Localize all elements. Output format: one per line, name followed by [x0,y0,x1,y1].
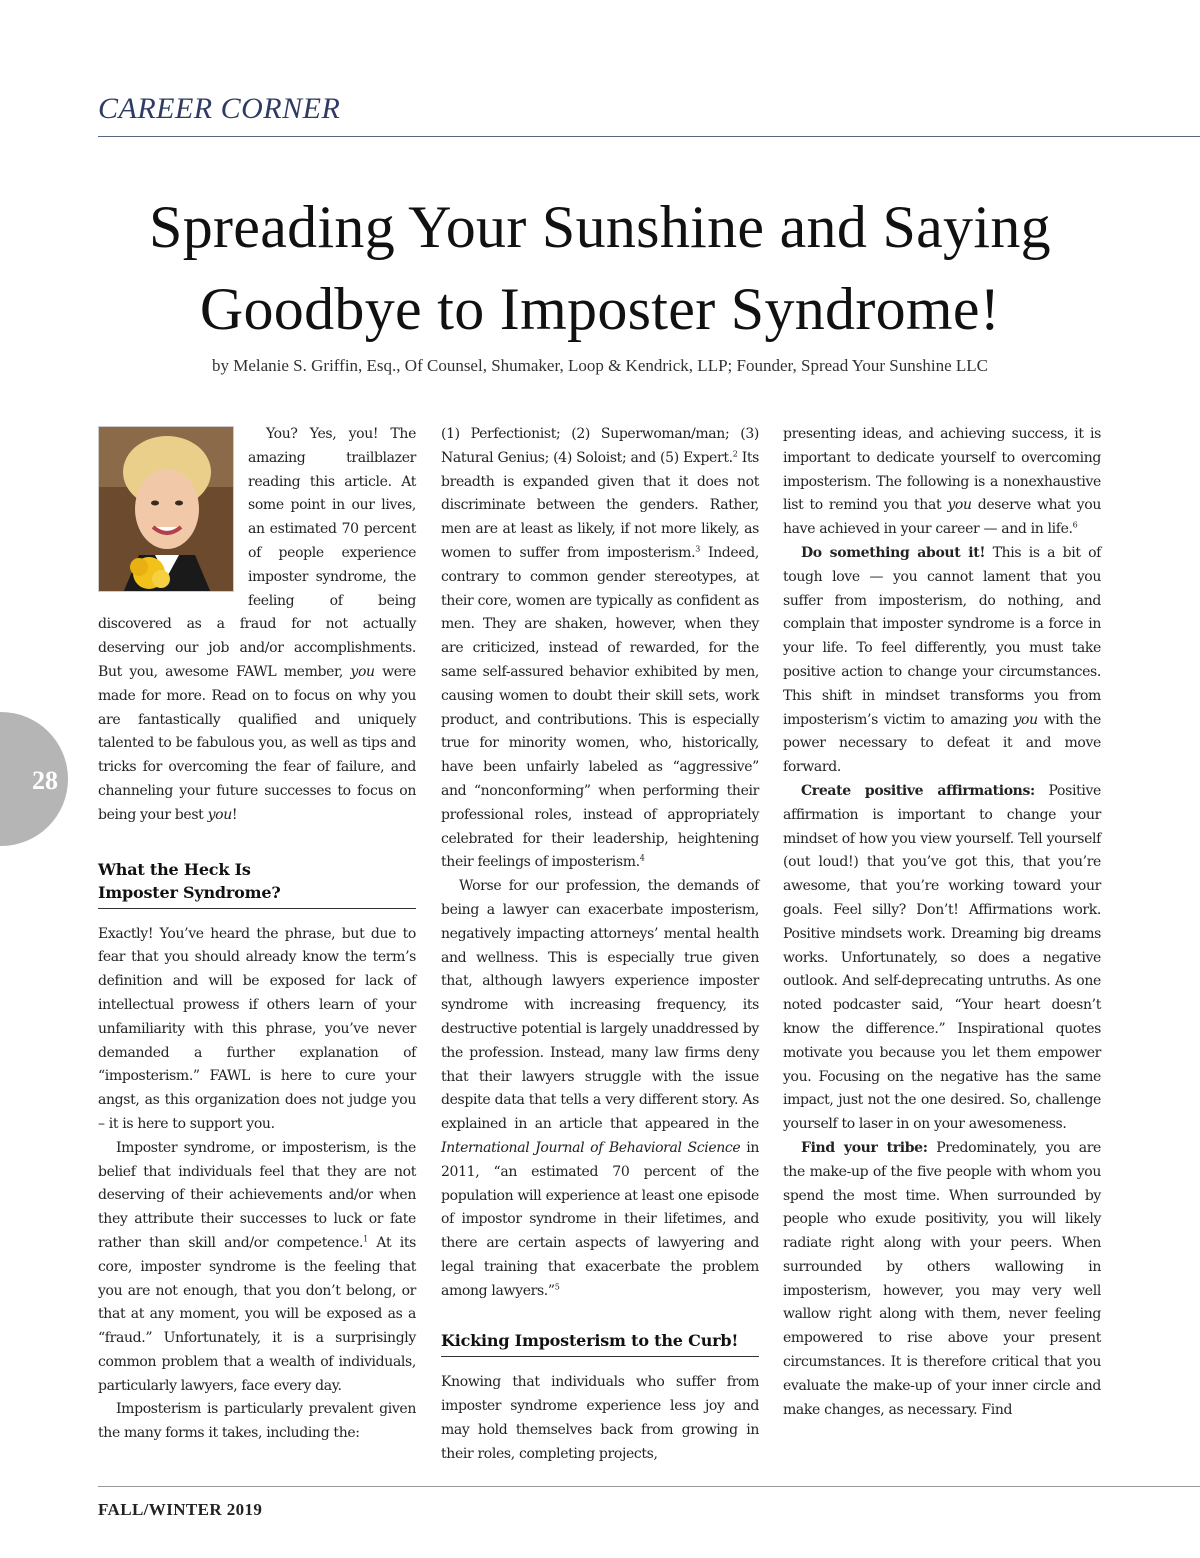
col3-p2-text-b: with the power necessary to defeat it and move forward. [783,711,1101,776]
intro-you-1: you [350,663,375,680]
col2-paragraph-3: Knowing that individuals who suffer from imposter syndrome experience less joy and may hold themselves back from growing in their roles, completing projects, [441,1374,759,1462]
col2-p2-text-b: in 2011, “an estimated 70 percent of the population will experience at least one episode of impostor syndrome in their lifetimes, and there are certain aspects of lawyering and legal training that exacerbate the problem among lawyers.” [441,1139,759,1299]
article-title [60,186,1140,350]
col3-paragraph-3 [783,780,1101,1137]
header-rule [98,136,1200,137]
footer-rule [98,1486,1200,1487]
col2-p2-text-a: Worse for our profession, the demands of being a lawyer can exacerbate imposterism, negatively impacting attorneys’ mental health and wellness. This is especially true given that, although lawyers experience imposter syndrome with increasing frequency, its destructive potential is largely unaddressed by the profession. Instead, many law firms deny that their lawyers struggle with the issue despite data that tells a very different story. As explained in an article that appeared in the [441,878,759,1133]
column-1 [98,423,416,1446]
col2-p1-text-b: Its breadth is expanded given that it does not discriminate between the genders. Rather, men are at least as likely, if not more likely, as women to suffer from imposterism. [441,449,759,561]
col1-paragraph-1: Exactly! You’ve heard the phrase, but due to fear that you should already know the term’s definition and will be exposed for lack of intellectual prowess if others learn of your unfamiliarity with this phrase, you’ve never demanded a further explanation of “imposterism.” FAWL is here to cure your angst, as this organization does not judge you – it is here to support you. [98,925,416,1132]
intro-you-2: you [207,806,232,823]
footnote-4: 4 [639,853,645,863]
subhead-kicking-imposterism: Kicking Imposterism to the Curb! [441,1331,739,1351]
subhead-text: What the Heck Is Imposter Syndrome? [98,859,281,902]
section-header: CAREER CORNER [98,92,341,125]
col2-paragraph-2 [441,875,759,1303]
col1-paragraph-2 [98,1137,416,1399]
col3-p2-text-a: This is a bit of tough love — you cannot lament that you suffer from imposterism, do nothing, and complain that imposter syndrome is a force in your life. To feel differently, you must take positive action to change your circumstances. This shift in mindset transforms you from imposterism’s victim to amazing [783,544,1101,728]
col3-p1-text-b: deserve what you have achieved in your career — and in life. [783,497,1101,538]
intro-text-b: were made for more. Read on to focus on why you are fantastically qualified and uniquely talented to be fabulous you, as well as tips and tricks for overcoming the fear of failure, and channeling your future successes to focus on being your best [98,663,416,823]
footnote-5: 5 [554,1282,560,1292]
col2-paragraph-1 [441,423,759,875]
page-number: 28 [32,766,58,795]
col1-paragraph-3: Imposterism is particularly prevalent given the many forms it takes, including the: [98,1401,416,1442]
col1-p2-text-b: At its core, imposter syndrome is the feeling that you are not enough, that you don’t belong, or that at any moment, you will be exposed as a “fraud.” Unfortunately, it is a surprisingly common problem that a wealth of individuals, particularly lawyers, face every day. [98,1234,416,1394]
col3-p2-you: you [1013,711,1038,728]
author-portrait-image [99,427,234,592]
subhead-imposter-syndrome [98,858,416,904]
footnote-2: 2 [732,449,738,459]
lead-find-tribe: Find your tribe: [801,1139,928,1156]
author-photo [98,426,234,592]
col3-paragraph-1 [783,423,1101,542]
column-2 [441,423,759,1467]
footnote-1: 1 [363,1234,368,1244]
title-line-1: Spreading Your Sunshine and Saying [149,194,1051,260]
col3-paragraph-2 [783,542,1101,780]
lead-affirmations: Create positive affirmations: [801,782,1035,799]
column-3 [783,423,1101,1422]
byline: by Melanie S. Griffin, Esq., Of Counsel, Shumaker, Loop & Kendrick, LLP; Founder, Spread Your Sunshine LLC [211,356,988,375]
col3-p1-text-a: presenting ideas, and achieving success, it is important to dedicate yourself to overcoming imposterism. The following is a nonexhaustive list to remind you that [783,426,1101,514]
col3-p4-text: Predominately, you are the make-up of the five people with whom you spend the most time. When surrounded by people who exude positivity, you will likely radiate right along with your peers. When surrounded by others wallowing in imposterism, however, you may very well wallow right along with them, never feeling empowered to rise above your present circumstances. It is therefore critical that you evaluate the make-up of your inner circle and make changes, as necessary. Find [783,1139,1101,1418]
intro-text-a: You? Yes, you! The amazing trailblazer reading this article. At some point in our lives, an estimated 70 percent of people experience imposter syndrome, the feeling of being discovered as a fraud for not actually deserving our job and/or accomplishments. But you, awesome FAWL member, [98,426,416,680]
col1-p2-text-a: Imposter syndrome, or imposterism, is the belief that individuals feel that they are not deserving of their achievements and/or when they attribute their successes to luck or fate rather than skill and/or competence. [98,1139,416,1251]
col3-p3-text: Positive affirmation is important to change your mindset of how you view yourself. Tell yourself (out loud!) that you’ve got this, that you’re awesome, that you’re working toward your goals. Feel silly? Don’t! Affirmations work. Positive mindsets work. Dreaming big dreams works. Unfortunately, so does a negative outlook. And self-deprecating untruths. As one noted podcaster said, “Your heart doesn’t know the difference.” Inspirational quotes motivate you because you let them empower you. Focusing on the negative has the same impact, just not the one desired. So, challenge yourself to laser in on your awesomeness. [783,782,1101,1133]
footnote-3: 3 [695,544,700,554]
footer-issue: FALL/WINTER 2019 [98,1500,263,1519]
col3-paragraph-4 [783,1137,1101,1423]
col3-p1-you: you [947,497,972,514]
lead-do-something: Do something about it! [801,544,986,561]
intro-text-c: ! [231,806,238,823]
footnote-6: 6 [1072,520,1078,530]
journal-title: International Journal of Behavioral Science [441,1139,741,1156]
title-line-2: Goodbye to Imposter Syndrome! [199,276,1001,342]
col2-p1-text-c: Indeed, contrary to common gender stereotypes, at their core, women are typically as confident as men. They are shaken, however, when they are criticized, instead of rewarded, for the same self-assured behavior exhibited by men, causing women to doubt their skill sets, work product, and contributions. This is especially true for minority women, who, historically, have been unfairly labeled as “aggressive” and “nonconforming” when performing their professional roles, instead of appropriately celebrated for their leadership, heightening their feelings of imposterism. [441,544,759,871]
col2-p1-text-a: (1) Perfectionist; (2) Superwoman/man; (3) Natural Genius; (4) Soloist; and (5) Expert. [441,426,759,466]
